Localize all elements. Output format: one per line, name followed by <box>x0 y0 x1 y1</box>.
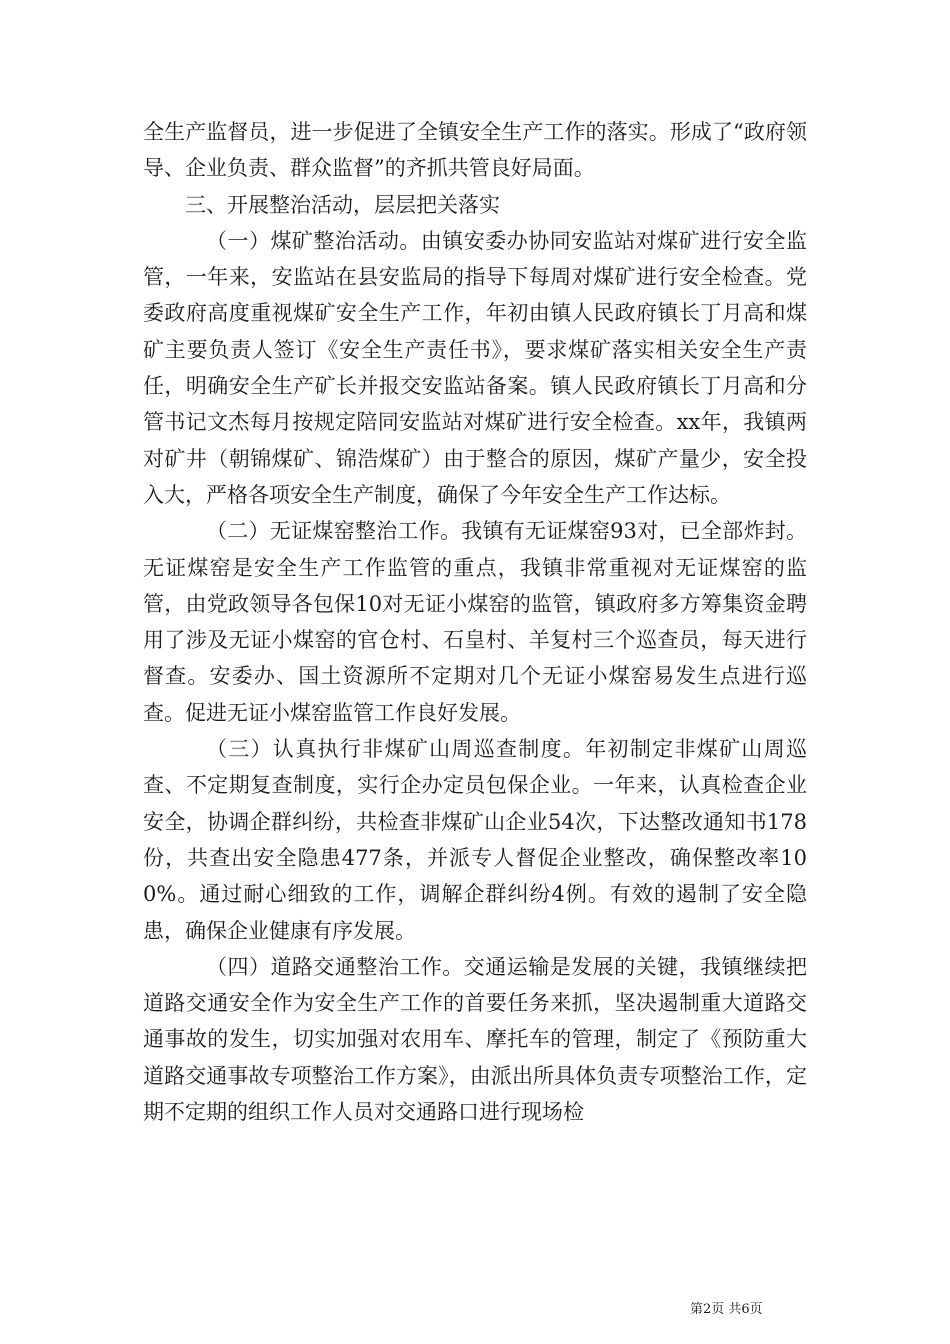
paragraph-coal-mine: （一）煤矿整治活动。由镇安委办协同安监站对煤矿进行安全监管，一年来，安监站在县安监局的指导下每周对煤矿进行安全检查。党委政府高度重视煤矿安全生产工作，年初由镇人民政府镇长丁月高和煤矿主要负责人签订《安全生产责任书》，要求煤矿落实相关安全生产责任，明确安全生产矿长并报交安监站备案。镇人民政府镇长丁月高和分管书记文杰每月按规定陪同安监站对煤矿进行安全检查。xx年，我镇两对矿井（朝锦煤矿、锦浩煤矿）由于整合的原因，煤矿产量少，安全投入大，严格各项安全生产制度，确保了今年安全生产工作达标。 <box>143 228 807 507</box>
paragraph-non-coal-mines: （三）认真执行非煤矿山周巡查制度。年初制定非煤矿山周巡查、不定期复查制度，实行企办定员包保企业。一年来，认真检查企业安全，协调企群纠纷，共检查非煤矿山企业54次，下达整改通知书178份，共查出安全隐患477条，并派专人督促企业整改，确保整改率100%。通过耐心细致的工作，调解企群纠纷4例。有效的遏制了安全隐患，确保企业健康有序发展。 <box>143 737 807 943</box>
page-number-footer: 第2页 共6页 <box>690 1302 763 1317</box>
paragraph-unlicensed-kilns: （二）无证煤窑整治工作。我镇有无证煤窑93对，已全部炸封。无证煤窑是安全生产工作监管的重点，我镇非常重视对无证煤窑的监管，由党政领导各包保10对无证小煤窑的监管，镇政府多方筹集资金聘用了涉及无证小煤窑的官仓村、石皇村、羊复村三个巡查员，每天进行督查。安委办、国土资源所不定期对几个无证小煤窑易发生点进行巡查。促进无证小煤窑监管工作良好发展。 <box>143 519 807 725</box>
document-body <box>143 114 807 1130</box>
paragraph-continuation: 全生产监督员，进一步促进了全镇安全生产工作的落实。形成了“政府领导、企业负责、群众监督”的齐抓共管良好局面。 <box>143 120 807 181</box>
section-heading: 三、开展整治活动，层层把关落实 <box>185 192 500 217</box>
paragraph-road-traffic: （四）道路交通整治工作。交通运输是发展的关键，我镇继续把道路交通安全作为安全生产工作的首要任务来抓，坚决遏制重大道路交通事故的发生，切实加强对农用车、摩托车的管理，制定了《预防重大道路交通事故专项整治工作方案》，由派出所具体负责专项整治工作，定期不定期的组织工作人员对交通路口进行现场检 <box>143 954 807 1125</box>
